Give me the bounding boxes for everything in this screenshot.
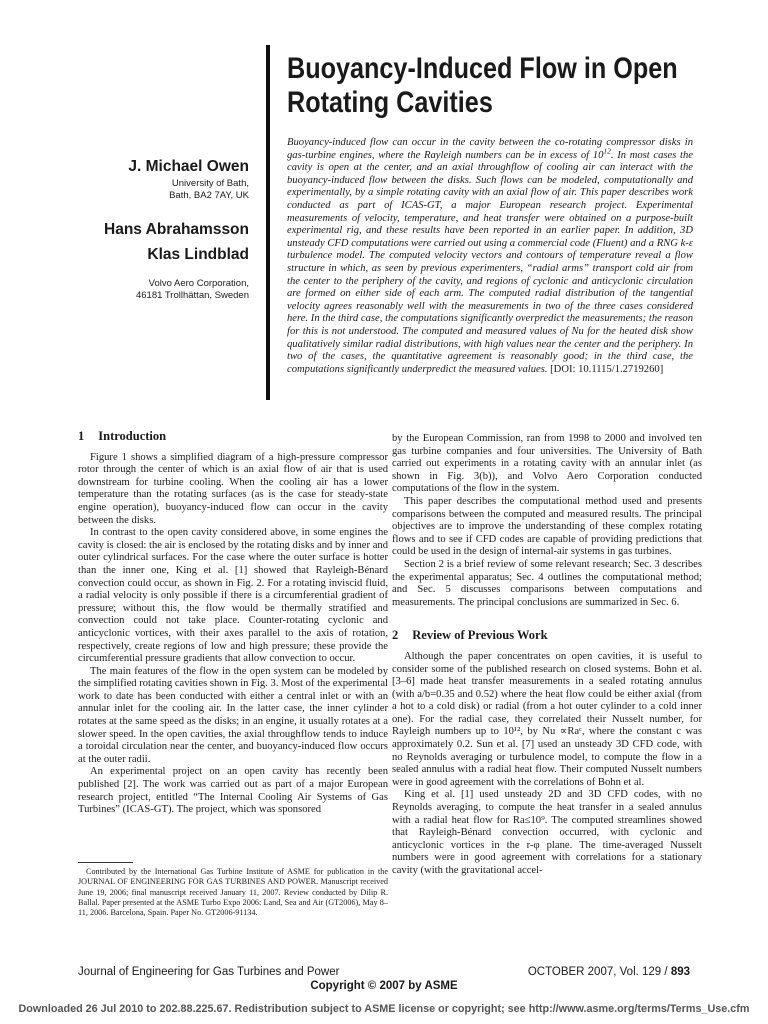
left-column: [78, 430, 388, 817]
paragraph: Although the paper concentrates on open cavities, it is useful to consider some of the published research on closed systems. Bohn et al. [3–6] made heat transfer measurements in a sealed rotating annulus (with a/b=0.35 and 0.52) where the heat flow could be either axial (from a hot to a cold disk) or radial (from a hot outer cylinder to a cold inner one). For the radial case, they correlated their Nusselt number, for Rayleigh numbers up to 10¹², by Nu ∝Raᶜ, where the constant c was approximately 0.2. Sun et al. [7] used an unsteady 3D CFD code, with no Reynolds averaging or turbulence model, to compute the flow in a sealed annulus with a radial heat flow. Their computed Nusselt numbers were in good agreement with the correlations of Bohn et al.: [392, 650, 702, 788]
footer-journal: Journal of Engineering for Gas Turbines and Power: [78, 966, 340, 978]
paragraph: Figure 1 shows a simplified diagram of a high-pressure compressor rotor through the center of which is an axial flow of air that is used downstream for turbine cooling. When the cooling air has a lower temperature than the rotating surfaces (as is the case for steady-state engine operation), buoyancy-induced flow can occur in the cavity between the disks.: [78, 451, 388, 526]
affiliation-bath-line2: Bath, BA2 7AY, UK: [169, 190, 249, 201]
paragraph: This paper describes the computational method used and presents comparisons between the computed and measured results. The principal objectives are to improve the understanding of these complex rotating flows and to see if CFD codes are capable of providing predictions that could be used in the design of internal-air systems in gas turbines.: [392, 495, 702, 558]
author-lindblad: Klas Lindblad: [147, 246, 249, 263]
paper-title-line2: Rotating Cavities: [287, 86, 493, 119]
author-abrahamsson: Hans Abrahamsson: [104, 221, 249, 238]
section-2-number: 2: [392, 628, 399, 643]
affiliation-bath-line1: University of Bath,: [171, 178, 249, 189]
section-2-heading: [392, 629, 702, 642]
section-1-heading: [78, 430, 388, 443]
footer-separator: /: [664, 966, 668, 978]
footnote: Contributed by the International Gas Turbine Institute of ASME for publication in the JOURNAL OF ENGINEERING FOR GAS TURBINES AND POWER. Manuscript received June 19, 2006; final manuscript received January 11, 2007. Review conducted by Dilip R. Ballal. Paper presented at the ASME Turbo Expo 2006: Land, Sea and Air (GT2006), May 8–11, 2006. Barcelona, Spain. Paper No. GT2006-91134.: [78, 867, 388, 918]
download-notice: Downloaded 26 Jul 2010 to 202.88.225.67. Redistribution subject to ASME license or copyright; see http://www.asme.org/terms/Terms_Use.cfm: [18, 1003, 750, 1015]
footer-issue: [528, 966, 690, 978]
doi[interactable]: [DOI: 10.1115/1.2719260]: [550, 363, 664, 375]
abstract: [287, 137, 693, 376]
paragraph: by the European Commission, ran from 1998 to 2000 and involved ten gas turbine companies and four universities. The University of Bath carried out experiments in a rotating cavity with an annular inlet (as shown in Fig. 3(b)), and Volvo Aero Corporation conducted computations of the flow in the system.: [392, 433, 702, 495]
page-number: 893: [670, 966, 690, 978]
abstract-text-1: Buoyancy-induced flow can occur in the cavity between the co-rotating compressor disks in gas-turbine engines, where the Rayleigh numbers can be in excess of 10: [287, 137, 693, 161]
affiliation-volvo-line1: Volvo Aero Corporation,: [148, 278, 249, 289]
paragraph: Section 2 is a brief review of some relevant research; Sec. 3 describes the experimental apparatus; Sec. 4 outlines the computational method; and Sec. 5 discusses comparisons between computations and measurements. The principal conclusions are summarized in Sec. 6.: [392, 558, 702, 608]
abstract-text-2: . In most cases the cavity is open at the center, and an axial throughflow of cooling air can interact with the buoyancy-induced flow between the disks. Such flows can be modeled, computationally and experimentally, by a simple rotating cavity with an axial flow of air. This paper describes work conducted as part of ICAS-GT, a major European research project. Experimental measurements of velocity, temperature, and heat transfer were obtained on a purpose-built experimental rig, and these results have been reported in an earlier paper. In addition, 3D unsteady CFD computations were carried out using a commercial code (Fluent) and a RNG k-ε turbulence model. The computed velocity vectors and contours of temperature reveal a flow structure in which, as seen by previous experimenters, “radial arms” transport cold air from the center to the periphery of the cavity, and regions of cyclonic and anticyclonic circulation are formed on either side of each arm. The computed radial distribution of the tangential velocity agrees reasonably well with the measurements in two of the three cases considered here. In the third case, the computations significantly overpredict the measurements; the reason for this is not understood. The computed and measured values of Nu for the heated disk show qualitatively similar radial distributions, with high values near the center and the periphery. In two of the cases, the quantitative agreement is reasonably good; in the third case, the computations significantly underpredict the measured values.: [287, 149, 694, 375]
paper-title-line1: Buoyancy-Induced Flow in Open: [287, 52, 678, 85]
paragraph: An experimental project on an open cavity has recently been published [2]. The work was carried out as part of a major European research project, entitled “The Internal Cooling Air Systems of Gas Turbines” (ICAS-GT). The project, which was sponsored: [78, 766, 388, 816]
paragraph: In contrast to the open cavity considered above, in some engines the cavity is closed: the air is enclosed by the rotating disks and by inner and outer cylindrical surfaces. For the case where the outer surface is hotter than the inner one, King et al. [1] showed that Rayleigh-Bénard convection could occur, as shown in Fig. 2. For a rotating inviscid fluid, a radial velocity is only possible if there is a circumferential gradient of pressure; without this, the flow would be thermally stratified and convection could not take place. Counter-rotating cyclonic and anticyclonic vortices, with their axes parallel to the axis of rotation, respectively, create regions of low and high pressure; these provide the circumferential pressure gradients that allow convection to occur.: [78, 527, 388, 665]
author-owen: J. Michael Owen: [128, 158, 249, 175]
abstract-exponent: 12: [603, 146, 611, 156]
section-2-title: Review of Previous Work: [412, 628, 548, 643]
section-1-title: Introduction: [98, 429, 167, 443]
right-column: [392, 433, 702, 878]
paragraph: The main features of the flow in the open system can be modeled by the simplified rotating cavities shown in Fig. 3. Most of the experimental work to date has been conducted with either a central inlet or with an annular inlet for the cooling air. In the latter case, the inner cylinder rotates at the same speed as the disks; in an engine, it usually rotates at a slower speed. In the open cavities, the axial throughflow tends to induce a toroidal circulation near the center, and buoyancy-induced flow occurs at the outer radii.: [78, 665, 388, 765]
copyright: Copyright © 2007 by ASME: [310, 980, 458, 992]
footer-issue-text: OCTOBER 2007, Vol. 129: [527, 966, 662, 978]
title-rule: [266, 45, 270, 400]
section-1-number: 1: [78, 429, 85, 443]
paragraph: King et al. [1] used unsteady 2D and 3D CFD codes, with no Reynolds averaging, to compute the heat transfer in a sealed annulus with a radial heat flow for Ra≤10⁹. The computed streamlines showed that Rayleigh-Bénard convection occurred, with cyclonic and anticyclonic vortices in the r-φ plane. The time-averaged Nusselt numbers were in good agreement with correlations for a stationary cavity (with the gravitational accel-: [392, 789, 702, 876]
paper-title: [287, 52, 678, 120]
affiliation-volvo-line2: 46181 Trollhättan, Sweden: [135, 290, 249, 301]
footnote-rule: [78, 862, 133, 863]
